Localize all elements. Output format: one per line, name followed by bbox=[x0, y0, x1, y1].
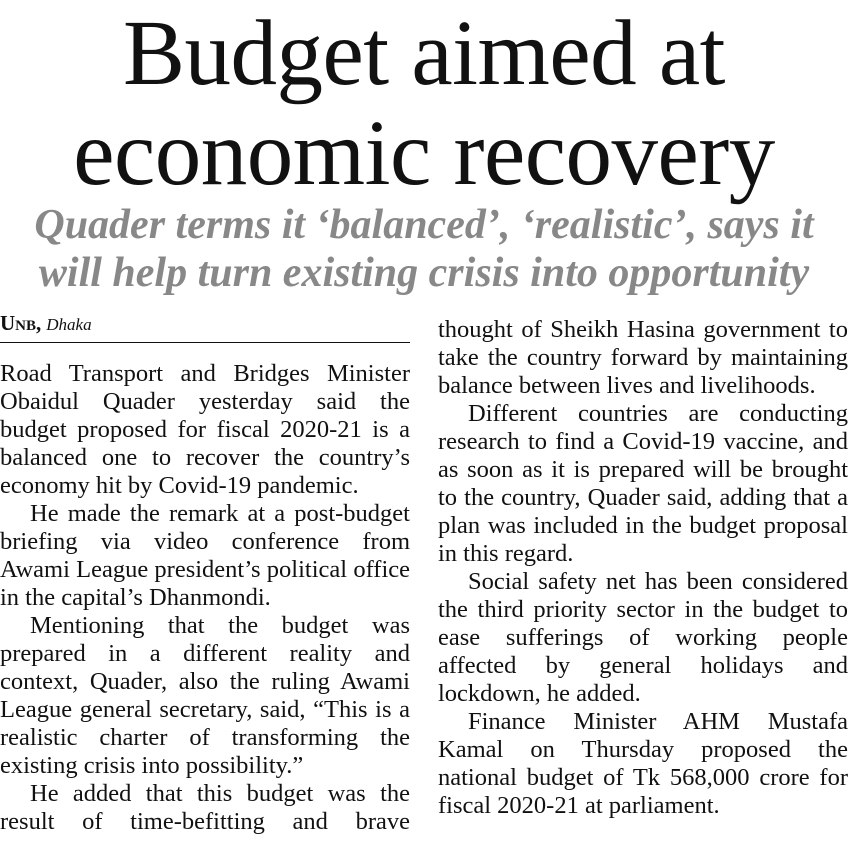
byline-agency: Unb, bbox=[0, 311, 42, 335]
subheadline-line-2: will help turn existing crisis into opportunity bbox=[38, 250, 810, 296]
article-paragraph: Mentioning that the budget was prepared in a different reality and context, Quader, also the ruling Awami League general secretary, said, “This is a realistic charter of transforming the existing crisis into possibility.” bbox=[0, 612, 410, 779]
byline bbox=[0, 311, 410, 337]
headline-line-2: economic recovery bbox=[73, 102, 775, 205]
byline-place: Dhaka bbox=[46, 315, 92, 334]
article-paragraph-continued: thought of Sheikh Hasina government to take the country forward by maintaining balance between lives and livelihoods. bbox=[438, 316, 848, 399]
byline-divider bbox=[0, 342, 410, 343]
article-paragraph: Social safety net has been considered the third priority sector in the budget to ease sufferings of working people affected by general holidays and lockdown, he added. bbox=[438, 568, 848, 707]
article-column-right bbox=[438, 316, 848, 820]
article-column-left bbox=[0, 360, 410, 836]
article-paragraph: Finance Minister AHM Mustafa Kamal on Thursday proposed the national budget of Tk 568,000 crore for fiscal 2020-21 at parliament. bbox=[438, 708, 848, 819]
article-paragraph: He made the remark at a post-budget briefing via video conference from Awami League president’s political office in the capital’s Dhanmondi. bbox=[0, 500, 410, 611]
headline bbox=[0, 4, 848, 204]
article-paragraph: Different countries are conducting research to find a Covid-19 vaccine, and as soon as it is prepared will be brought to the country, Quader said, adding that a plan was included in the budget proposal in this regard. bbox=[438, 400, 848, 567]
subheadline-line-1: Quader terms it ‘balanced’, ‘realistic’, says it bbox=[34, 202, 814, 248]
headline-line-1: Budget aimed at bbox=[123, 2, 725, 105]
subheadline bbox=[0, 201, 848, 297]
article-paragraph: He added that this budget was the result of time-befitting and brave bbox=[0, 780, 410, 835]
article-paragraph: Road Transport and Bridges Minister Obaidul Quader yesterday said the budget proposed for fiscal 2020-21 is a balanced one to recover the country’s economy hit by Covid-19 pandemic. bbox=[0, 360, 410, 499]
